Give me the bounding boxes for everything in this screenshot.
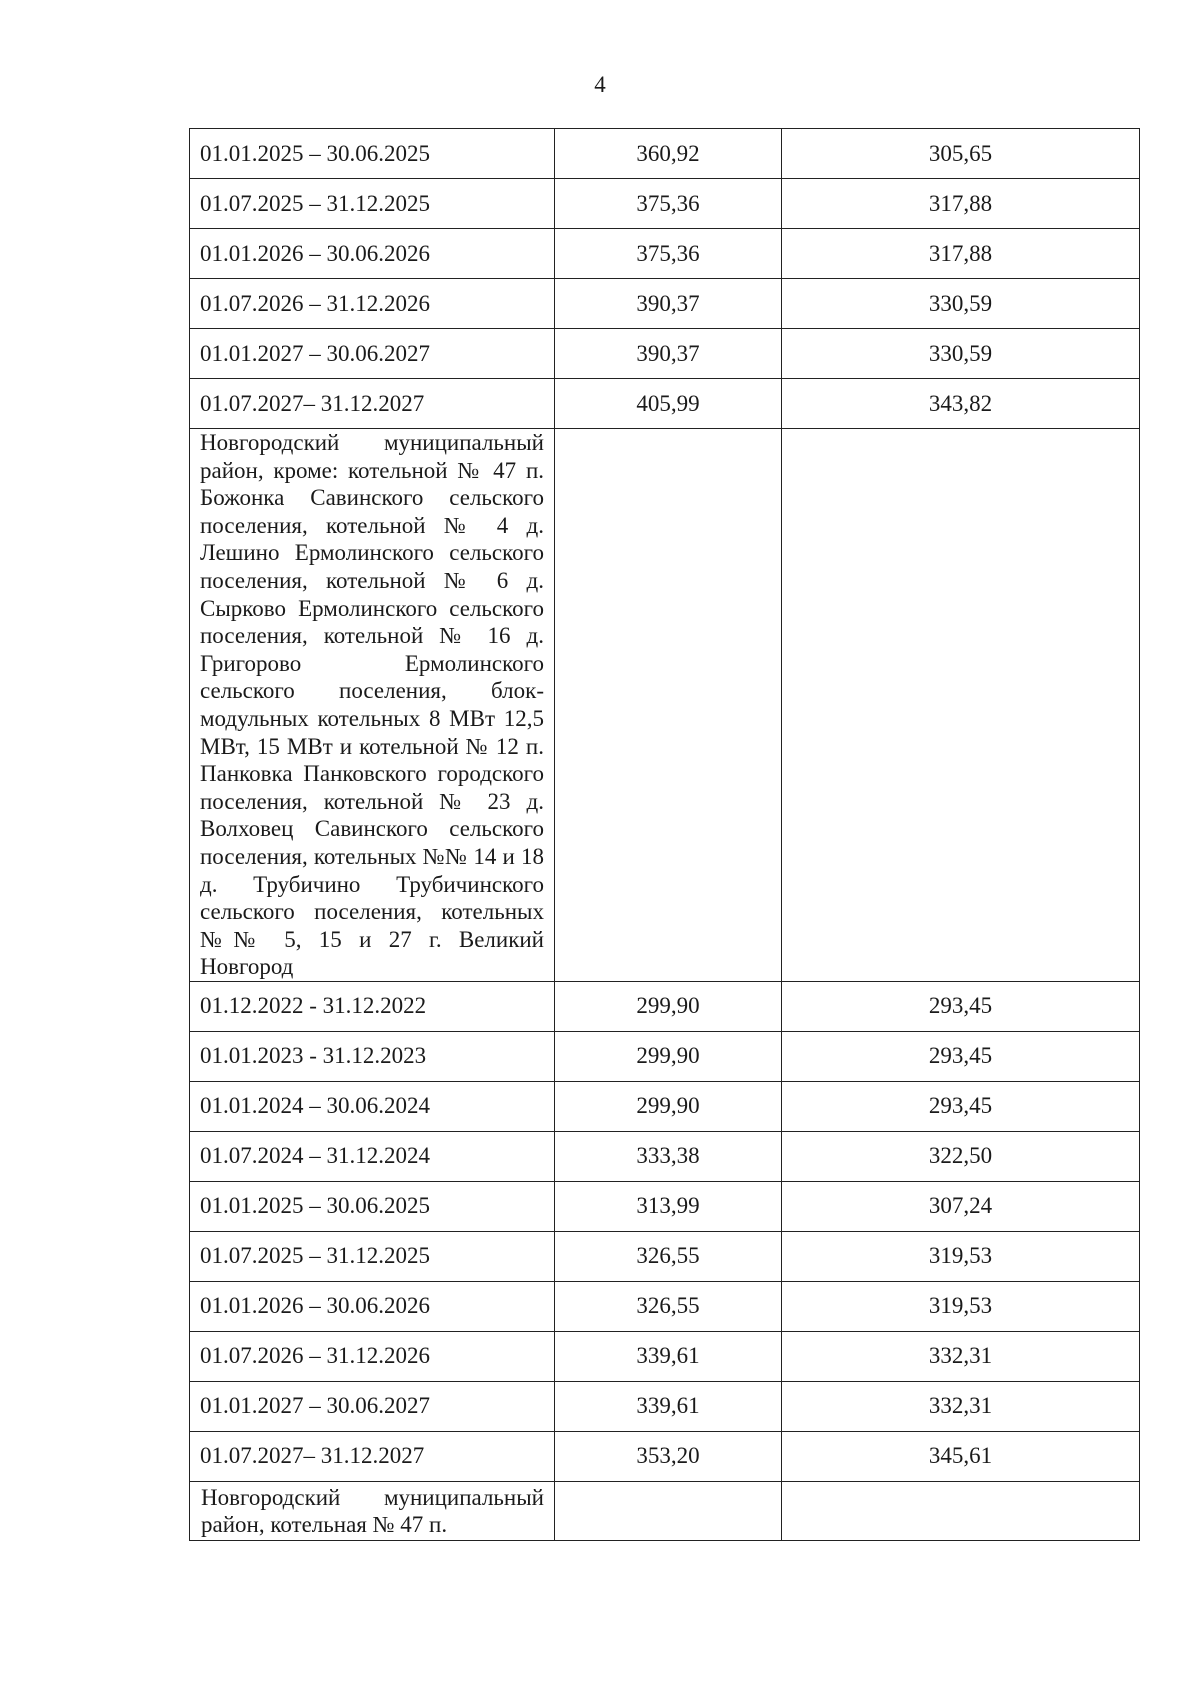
table-row	[190, 1081, 1140, 1131]
tariff-value-2-cell: 319,53	[782, 1281, 1140, 1331]
tariff-table-wrapper	[189, 128, 1141, 1564]
period-cell: 01.07.2027– 31.12.2027	[190, 1431, 555, 1481]
section-title-text: Новгородский муниципальный район, котельная № 47 п.	[201, 1484, 544, 1538]
tariff-value-1-cell: 405,99	[555, 379, 782, 429]
tariff-value-1-cell: 390,37	[555, 329, 782, 379]
section-title-cell	[190, 1481, 555, 1540]
tariff-value-2-cell: 307,24	[782, 1181, 1140, 1231]
tariff-value-2-cell: 293,45	[782, 1081, 1140, 1131]
period-cell: 01.07.2025 – 31.12.2025	[190, 1231, 555, 1281]
period-cell: 01.01.2026 – 30.06.2026	[190, 1281, 555, 1331]
table-row	[190, 1181, 1140, 1231]
table-row	[190, 1231, 1140, 1281]
table-row	[190, 1331, 1140, 1381]
tariff-table-body	[190, 129, 1140, 1541]
section-header-row	[190, 1481, 1140, 1540]
section-header-row	[190, 429, 1140, 982]
table-row	[190, 279, 1140, 329]
table-row	[190, 1031, 1140, 1081]
period-cell: 01.01.2023 - 31.12.2023	[190, 1031, 555, 1081]
tariff-value-2-cell: 293,45	[782, 1031, 1140, 1081]
tariff-value-2-cell: 332,31	[782, 1331, 1140, 1381]
period-cell: 01.12.2022 - 31.12.2022	[190, 981, 555, 1031]
table-row	[190, 229, 1140, 279]
table-row	[190, 1131, 1140, 1181]
period-cell: 01.07.2025 – 31.12.2025	[190, 179, 555, 229]
period-cell: 01.07.2026 – 31.12.2026	[190, 279, 555, 329]
tariff-value-1-cell: 299,90	[555, 981, 782, 1031]
empty-value-cell	[555, 429, 782, 982]
empty-value-cell	[555, 1481, 782, 1540]
table-row	[190, 129, 1140, 179]
empty-value-cell	[782, 1481, 1140, 1540]
page-number: 4	[594, 72, 606, 97]
table-row	[190, 1281, 1140, 1331]
tariff-value-2-cell: 293,45	[782, 981, 1140, 1031]
tariff-value-1-cell: 313,99	[555, 1181, 782, 1231]
tariff-value-1-cell: 375,36	[555, 179, 782, 229]
tariff-value-2-cell: 330,59	[782, 329, 1140, 379]
tariff-value-1-cell: 326,55	[555, 1231, 782, 1281]
tariff-value-1-cell: 299,90	[555, 1081, 782, 1131]
table-row	[190, 379, 1140, 429]
section-title-cell: Новгородский муниципальный район, кроме: котельной № 47 п. Божонка Савинского сельского поселения, котельной № 4 д. Лешино Ермолинского сельского поселения, котельной № 6 д. Сырково Ермолинского сельского поселения, котельной № 16 д. Григорово Ермолинского сельского поселения, блок-модульных котельных 8 МВт 12,5 МВт, 15 МВт и котельной № 12 п. Панковка Панковского городского поселения, котельной № 23 д. Волховец Савинского сельского поселения, котельных №№ 14 и 18 д. Трубичино Трубичинского сельского поселения, котельных №№ 5, 15 и 27 г. Великий Новгород	[190, 429, 555, 982]
tariff-value-2-cell: 322,50	[782, 1131, 1140, 1181]
table-row	[190, 981, 1140, 1031]
tariff-value-2-cell: 317,88	[782, 179, 1140, 229]
tariff-value-2-cell: 305,65	[782, 129, 1140, 179]
tariff-value-1-cell: 390,37	[555, 279, 782, 329]
tariff-value-1-cell: 333,38	[555, 1131, 782, 1181]
tariff-value-2-cell: 343,82	[782, 379, 1140, 429]
period-cell: 01.01.2025 – 30.06.2025	[190, 129, 555, 179]
period-cell: 01.01.2027 – 30.06.2027	[190, 1381, 555, 1431]
tariff-value-1-cell: 299,90	[555, 1031, 782, 1081]
tariff-value-1-cell: 353,20	[555, 1431, 782, 1481]
table-row	[190, 1431, 1140, 1481]
tariff-value-1-cell: 360,92	[555, 129, 782, 179]
table-row	[190, 179, 1140, 229]
table-row	[190, 329, 1140, 379]
tariff-value-1-cell: 339,61	[555, 1331, 782, 1381]
tariff-table	[189, 128, 1140, 1541]
period-cell: 01.07.2026 – 31.12.2026	[190, 1331, 555, 1381]
tariff-value-1-cell: 375,36	[555, 229, 782, 279]
period-cell: 01.07.2024 – 31.12.2024	[190, 1131, 555, 1181]
empty-value-cell	[782, 429, 1140, 982]
period-cell: 01.01.2024 – 30.06.2024	[190, 1081, 555, 1131]
tariff-value-1-cell: 326,55	[555, 1281, 782, 1331]
table-row	[190, 1381, 1140, 1431]
period-cell: 01.07.2027– 31.12.2027	[190, 379, 555, 429]
period-cell: 01.01.2025 – 30.06.2025	[190, 1181, 555, 1231]
tariff-value-1-cell: 339,61	[555, 1381, 782, 1431]
period-cell: 01.01.2027 – 30.06.2027	[190, 329, 555, 379]
tariff-value-2-cell: 317,88	[782, 229, 1140, 279]
period-cell: 01.01.2026 – 30.06.2026	[190, 229, 555, 279]
tariff-value-2-cell: 332,31	[782, 1381, 1140, 1431]
tariff-value-2-cell: 345,61	[782, 1431, 1140, 1481]
tariff-value-2-cell: 330,59	[782, 279, 1140, 329]
tariff-value-2-cell: 319,53	[782, 1231, 1140, 1281]
